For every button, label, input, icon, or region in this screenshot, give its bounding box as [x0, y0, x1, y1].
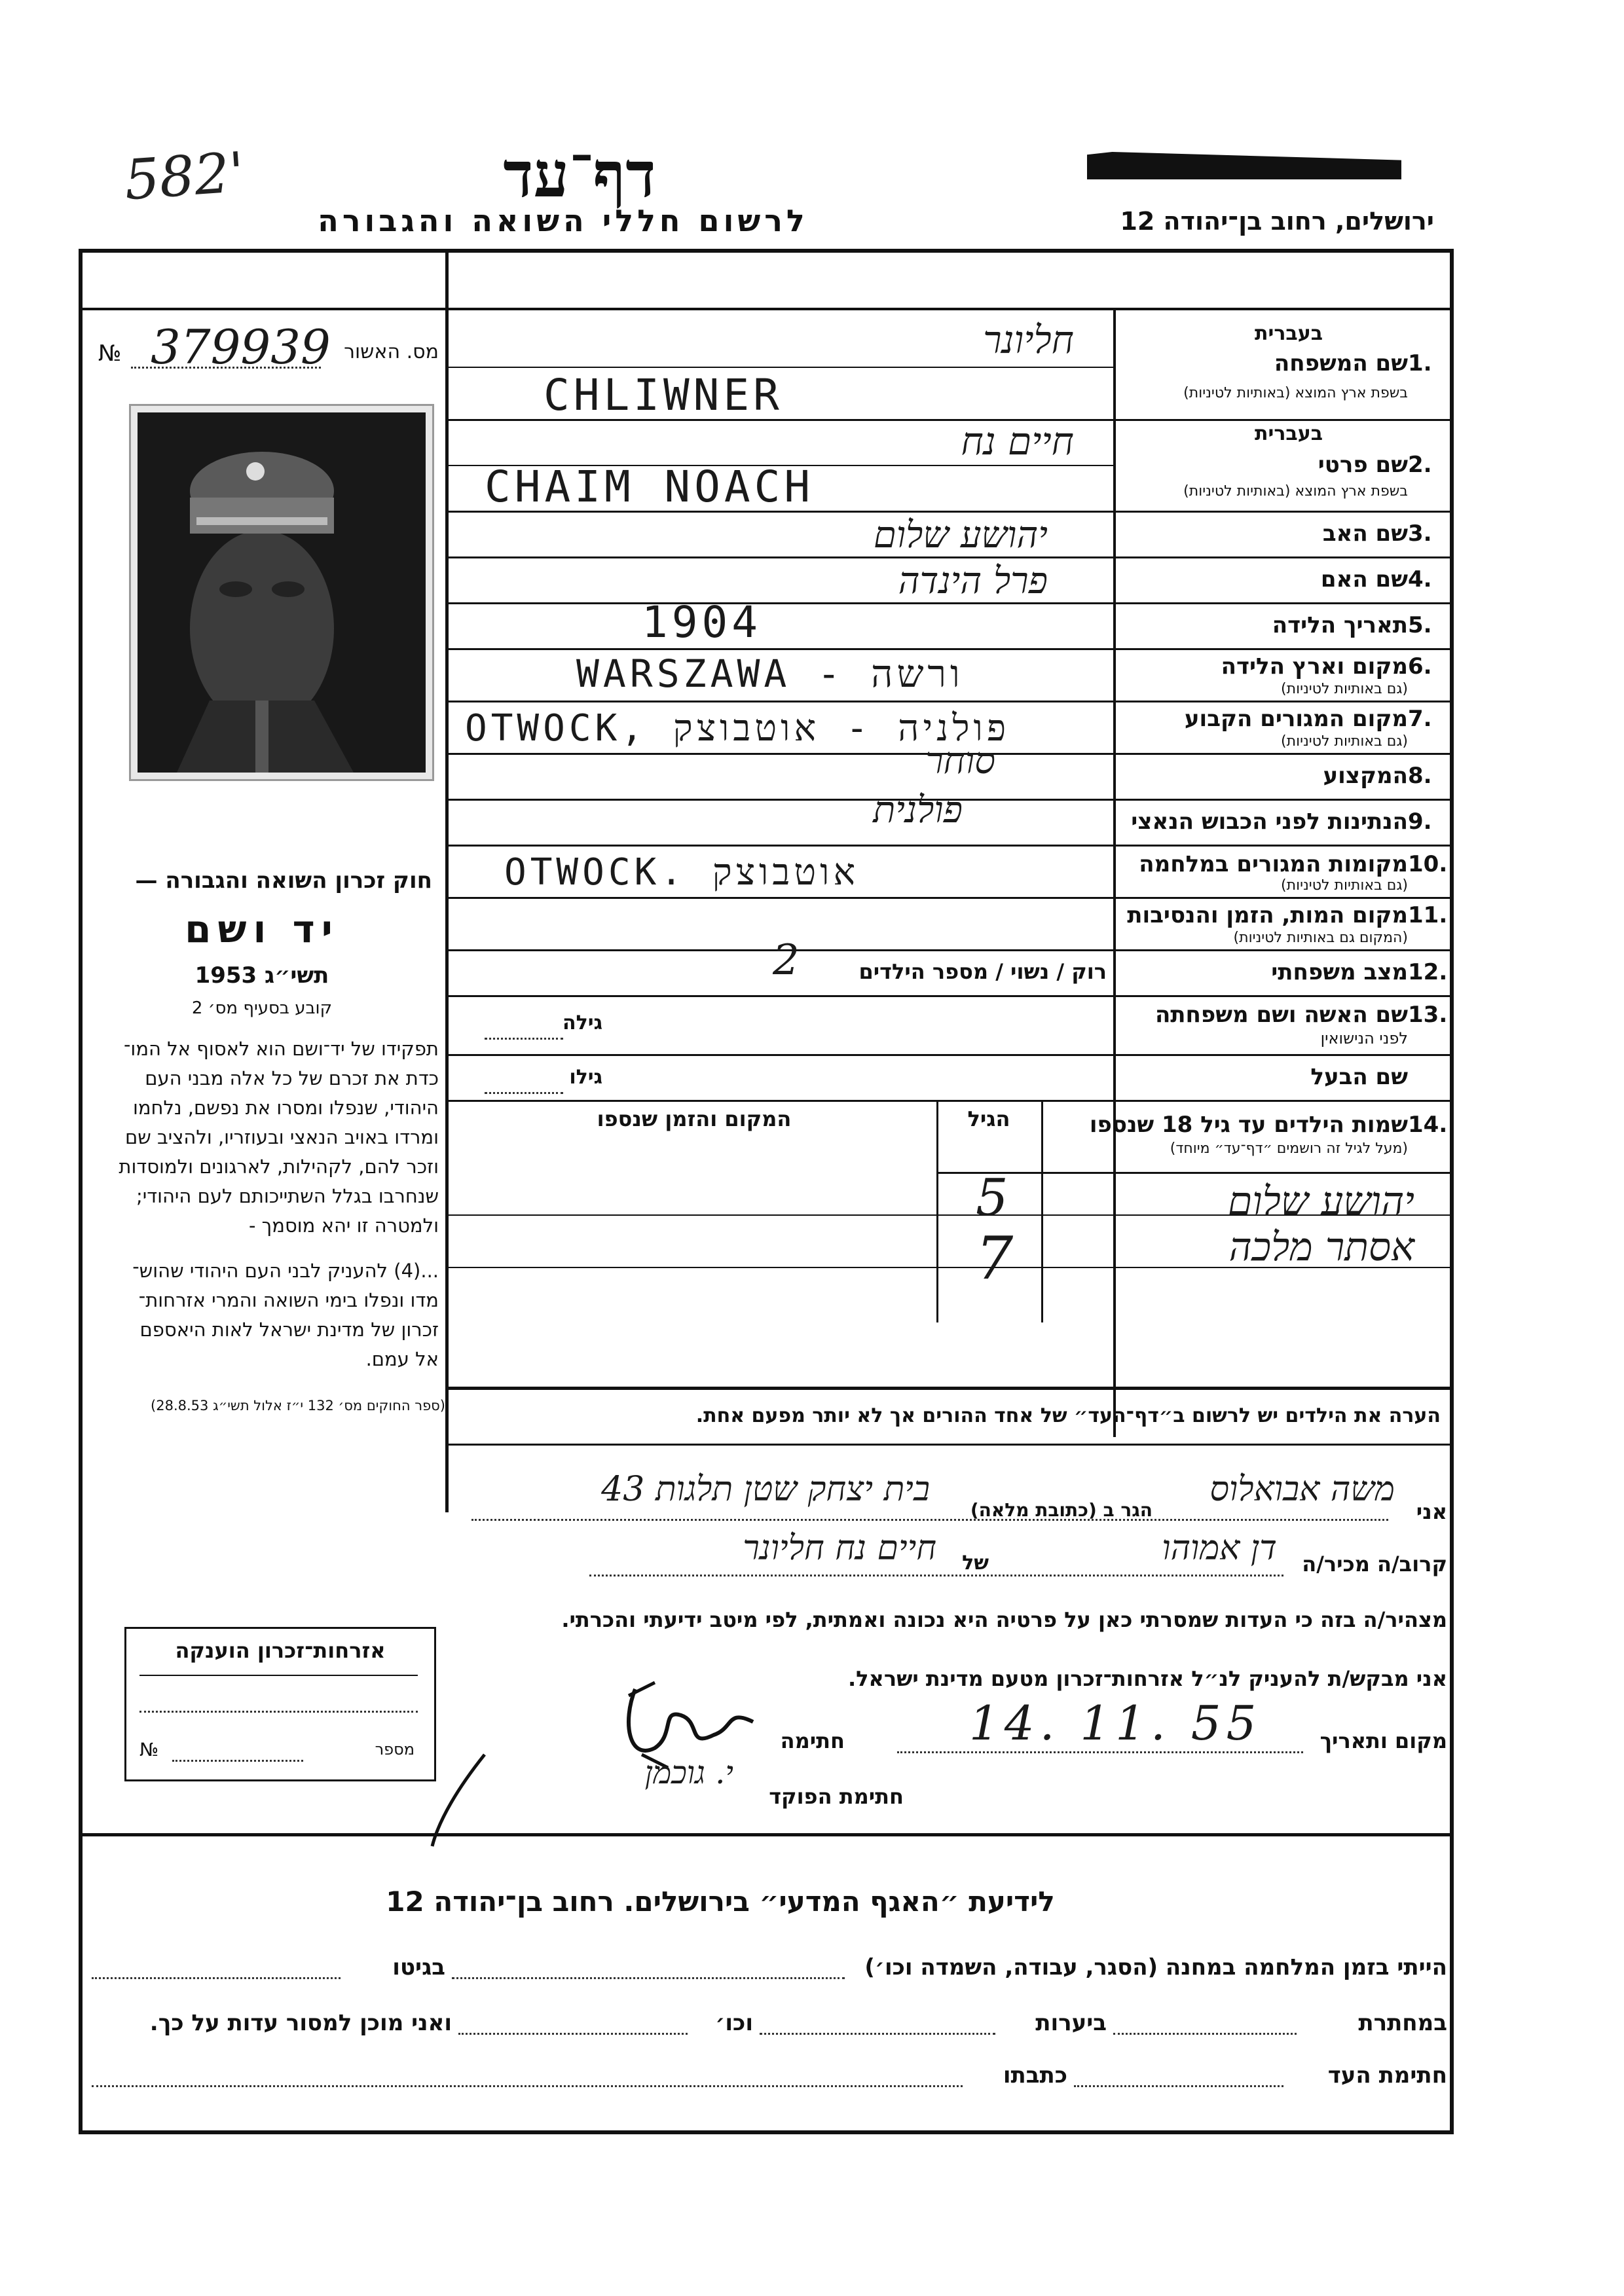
footer-dots	[452, 1977, 845, 1979]
field-value: סוחר	[925, 740, 995, 782]
relative-value: דן אמוהו	[1162, 1529, 1277, 1568]
field-sub: (גם באותיות לטיניות)	[1281, 733, 1408, 750]
law-text-line: ולמטרה זו יהא מוסמך -	[249, 1214, 439, 1237]
handwritten-number: 582'	[122, 139, 247, 213]
husband-age-dots	[485, 1092, 563, 1094]
field-label: מקומות המגורים במלחמה	[1139, 851, 1408, 877]
law-text-line: כדת את זכרם של כל אלה מבני העם	[145, 1067, 439, 1089]
law-text-line: ומרדו באויב הנאצי ובעוזריו, ולהציב שם	[124, 1126, 439, 1148]
field-value: יהושע שלום	[873, 514, 1048, 556]
field-sub: (גם באותיות לטיניות)	[1281, 877, 1408, 894]
header-address: ירושלים, רחוב בן־יהודה 12	[1120, 207, 1434, 236]
reg-dots	[131, 367, 321, 369]
field-label: שם פרטי	[1318, 452, 1408, 478]
children-header-line	[936, 1172, 1450, 1174]
note-top-line	[449, 1387, 1450, 1390]
law-text-line: ...(4) להעניק לבני העם היהודי שהוש־	[132, 1260, 439, 1282]
field-value-heb: חליונר	[983, 318, 1074, 362]
law-text-line: שנחרבו בגלל השתייכותם לעם היהודי;	[136, 1185, 439, 1207]
footer-line2-a: במחתרת	[1358, 2010, 1447, 2036]
footer-dots	[1113, 2033, 1297, 2035]
field-num: 11.	[1408, 902, 1448, 928]
field-num: 7.	[1408, 706, 1432, 732]
children-age-header: הגיל	[967, 1106, 1010, 1131]
field-num: 3.	[1408, 520, 1432, 547]
children-age-col-left	[936, 1100, 938, 1322]
law-clause: קובע בסעיף מס׳ 2	[191, 998, 333, 1018]
field-sub: (המקום גם באותיות לטיניות)	[1233, 930, 1408, 946]
footer-line3-b: כתבתו	[1003, 2062, 1067, 2088]
field-num: 2.	[1408, 452, 1432, 478]
child-age: 5	[976, 1169, 1008, 1228]
children-count: 2	[773, 936, 800, 985]
address-value: בית יצחק שטן תלגות 43	[601, 1470, 930, 1509]
field-value: 1904	[642, 597, 762, 647]
address-dots	[471, 1519, 1388, 1521]
field-value: פרל הינדה	[898, 560, 1048, 602]
footer-line1-b: בגיטו	[392, 1954, 445, 1980]
date-dots	[897, 1751, 1303, 1753]
citizenship-no-symbol: №	[139, 1739, 159, 1760]
row-line	[449, 602, 1450, 604]
row-line	[449, 845, 1450, 847]
logo-bar	[1087, 152, 1401, 179]
row-line	[449, 648, 1450, 650]
field-label: שם האם	[1320, 566, 1408, 592]
citizenship-box-line	[139, 1675, 418, 1676]
field-label: מקום וארץ הלידה	[1221, 653, 1408, 680]
field-value: WARSZAWA - ורשה	[576, 651, 964, 696]
place-date-label: מקום ותאריך	[1320, 1728, 1447, 1753]
law-text-line: מדו ונפלו בימי השואה והמרי אזרחות־	[138, 1289, 439, 1311]
citizenship-number-dots	[172, 1760, 303, 1762]
frame-bottom	[79, 2130, 1454, 2134]
field-num: 10.	[1408, 851, 1448, 877]
marital-status-options: רוק / נשוי / מספר הילדים	[858, 959, 1107, 984]
footer-dots	[760, 2033, 995, 2035]
footer-dots	[92, 2085, 963, 2087]
declarant-label: אני	[1416, 1499, 1447, 1524]
field-sub: בשפת ארץ המוצא (באותיות לטיניות)	[1183, 385, 1408, 401]
frame-left	[79, 249, 83, 2134]
footer-dots	[1074, 2085, 1283, 2087]
footer-line2-c: וכו׳	[715, 2010, 753, 2036]
official-signature: י. גוכמן	[644, 1755, 733, 1791]
citizenship-box-title: אזרחות־זכרון הוענקה	[175, 1638, 386, 1663]
field-num: 6.	[1408, 653, 1432, 680]
citizenship-box-dots	[139, 1711, 418, 1713]
child-age: 7	[976, 1224, 1014, 1293]
reg-value: 379939	[151, 319, 331, 374]
children-age-col-right	[1041, 1100, 1043, 1322]
field-num: 13.	[1408, 1002, 1448, 1028]
request: אני מבקש/ת להעניק לנ״ל אזרחות־זכרון מטעם מדינת ישראל.	[848, 1666, 1447, 1691]
law-reference: (ספר החוקים מס׳ 132 י״ז אלול תשי״ג 28.8.53)	[151, 1398, 445, 1413]
law-text-line: זכרון של מדינת ישראל לאות היאספם	[139, 1319, 439, 1341]
field-num: 1.	[1408, 350, 1432, 376]
row-line	[449, 367, 1113, 368]
field-value: OTWOCK, פולניה - אוטבוצק	[465, 707, 1010, 750]
row-line	[449, 1100, 1450, 1102]
wife-age-label: גילה	[563, 1011, 602, 1034]
field-heb-sub: בעברית	[1255, 422, 1323, 445]
reg-no-symbol: №	[98, 340, 122, 367]
row-line	[449, 701, 1450, 702]
field-label: מקום המגורים הקבוע	[1184, 706, 1408, 732]
law-text	[85, 1034, 439, 1374]
child-name: יהושע שלום	[1227, 1178, 1414, 1224]
statement: מצהיר/ה בזה כי העדות שמסרתי כאן על פרטיה היא נכונה ואמתית, לפי מיטב ידיעתי והכרתי.	[561, 1607, 1447, 1632]
child-name: אסתר מלכה	[1228, 1224, 1414, 1270]
law-text-line: וזכר להם, לקהילות, לארגונים ולמוסדות	[119, 1156, 439, 1178]
top-row-line	[79, 308, 1454, 310]
footer-line1-a: הייתי בזמן המלחמה במחנה (הסגר, עבודה, השמדה וכו׳)	[864, 1954, 1447, 1980]
signature-label: חתימה	[780, 1728, 845, 1753]
reg-label: מס. האשור	[344, 340, 439, 363]
citizenship-box	[124, 1627, 436, 1781]
declarant-name: משה אבואלוס	[1209, 1470, 1395, 1509]
field-sub: (גם באותיות לטיניות)	[1281, 681, 1408, 697]
date-value: 14. 11. 55	[969, 1696, 1262, 1751]
children-place-header: המקום והזמן שנספו	[597, 1106, 792, 1131]
field-num: 9.	[1408, 809, 1432, 835]
frame-top	[79, 249, 1454, 253]
children-header: שמות הילדים עד גיל 18 שנספו	[1089, 1112, 1408, 1138]
field-label: מצב משפחתי	[1271, 959, 1408, 985]
row-line	[449, 949, 1450, 951]
law-text-line: תפקידו של יד־ושם הוא לאסוף אל המו־	[123, 1038, 439, 1060]
field-label: שם האשה ושם משפחתה	[1154, 1002, 1408, 1028]
frame-right	[1450, 249, 1454, 2134]
field-value-lat: CHAIM NOACH	[485, 462, 815, 512]
footer-line2-d: ואני מוכן למסור עדות על כך.	[149, 2010, 452, 2036]
citizenship-number-label: מספר	[375, 1740, 415, 1758]
field-value-lat: CHLIWNER	[544, 370, 783, 420]
field-label: שם האב	[1322, 520, 1408, 547]
field-num: 12.	[1408, 959, 1448, 985]
yad-vashem-title: יד ושם	[185, 907, 339, 951]
law-title: חוק זכרון השואה והגבורה —	[135, 867, 432, 894]
footer-top-line	[79, 1833, 1454, 1836]
of-value: חיים נח חליונר	[743, 1529, 936, 1568]
field-label: שם הבעל	[1310, 1064, 1408, 1090]
sidebar-divider	[445, 249, 449, 1512]
field-num: 8.	[1408, 763, 1432, 789]
form-title: דף־עד	[503, 137, 656, 211]
footer-line3-a: חתימת העד	[1327, 2062, 1447, 2088]
field-sub: לפני הנישואין	[1320, 1029, 1408, 1048]
children-header-sub: (מעל לגיל זה רושמים ״דף־עד״ מיוחד)	[1170, 1140, 1408, 1157]
children-note: הערה את הילדים יש לרשום ב״דף־העד״ של אחד ההורים אך לא יותר מפעם אחת.	[695, 1404, 1441, 1427]
field-label: הנתינות לפני הכבוש הנאצי	[1131, 809, 1408, 835]
row-line	[449, 1054, 1450, 1056]
law-text-line: אל עמם.	[365, 1348, 439, 1370]
field-label: מקום המות, הזמן והנסיבות	[1127, 902, 1408, 928]
field-value-heb: חיים נח	[961, 419, 1074, 464]
row-line	[449, 556, 1450, 558]
of-label: של	[962, 1552, 989, 1575]
row-line	[449, 897, 1450, 899]
note-bottom-line	[449, 1444, 1450, 1446]
wife-age-dots	[485, 1038, 563, 1040]
relative-label: קרוב/ה מכיר/ה	[1302, 1552, 1447, 1576]
portrait-photo	[131, 406, 432, 779]
field-label: שם המשפחה	[1274, 350, 1408, 376]
children-num: 14.	[1408, 1112, 1448, 1138]
law-year: תשי״ג 1953	[194, 962, 329, 989]
footer-dots	[458, 2033, 688, 2035]
field-label: המקצוע	[1323, 763, 1408, 789]
footer-dots	[92, 1977, 341, 1979]
field-num: 4.	[1408, 566, 1432, 592]
address-label: הגר ב (כתובת מלאה)	[970, 1499, 1153, 1521]
footer-title: לידיעת ״האגף המדעי״ בירושלים. רחוב בן־יהודה 12	[386, 1886, 1055, 1918]
law-text-line: היהודי, שנפלו ומסרו את נפשם, נלחמו	[132, 1097, 439, 1119]
official-signature-label: חתימת הפוקד	[769, 1784, 904, 1809]
row-line	[449, 995, 1450, 997]
field-value: פולנית	[873, 789, 963, 831]
field-value: OTWOCK. אוטבוצק	[504, 851, 860, 894]
field-heb-sub: בעברית	[1255, 322, 1323, 345]
field-label: תאריך הלידה	[1272, 612, 1408, 638]
form-subtitle: לרשום חללי השואה והגבורה	[318, 203, 809, 238]
relative-dots	[589, 1575, 1283, 1576]
footer-line2-b: ביערות	[1035, 2010, 1107, 2036]
field-num: 5.	[1408, 612, 1432, 638]
field-sub: בשפת ארץ המוצא (באותיות לטיניות)	[1183, 483, 1408, 500]
husband-age-label: גילו	[569, 1066, 602, 1089]
